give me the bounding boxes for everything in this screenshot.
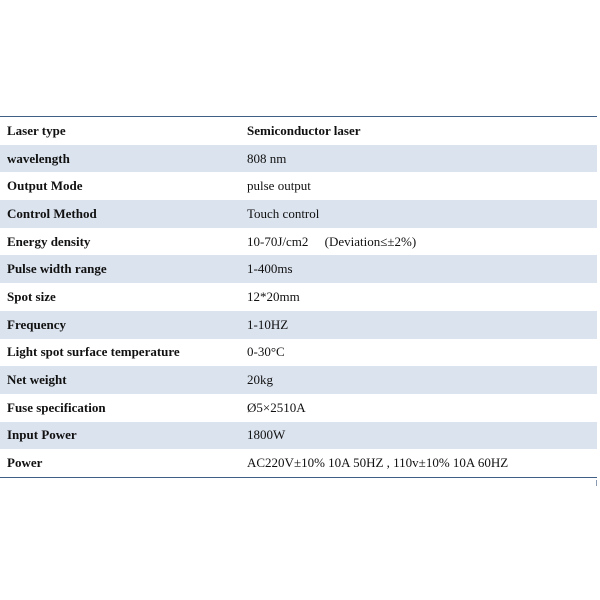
row-value: 10-70J/cm2 (Deviation≤±2%) xyxy=(247,233,417,249)
row-value: 1800W xyxy=(247,427,286,443)
row-value: 0-30°C xyxy=(247,344,285,360)
row-label: Fuse specification xyxy=(7,399,106,415)
row-value: pulse output xyxy=(247,178,311,194)
row-label: Energy density xyxy=(7,233,91,249)
row-label: Frequency xyxy=(7,316,66,332)
row-label: Light spot surface temperature xyxy=(7,344,180,360)
table-row xyxy=(0,339,597,367)
table-row xyxy=(0,366,597,394)
header-value: Semiconductor laser xyxy=(247,122,361,138)
row-value: 12*20mm xyxy=(247,288,300,304)
table-row xyxy=(0,394,597,422)
row-value: 1-10HZ xyxy=(247,316,289,332)
row-label: Output Mode xyxy=(7,178,83,194)
row-label: wavelength xyxy=(7,150,70,166)
table-row xyxy=(0,172,597,200)
row-value: Touch control xyxy=(247,205,320,221)
row-value: 20kg xyxy=(247,372,273,388)
row-value: 808 nm xyxy=(247,150,287,166)
table-row xyxy=(0,449,597,477)
header-label: Laser type xyxy=(7,122,66,138)
row-value: AC220V±10% 10A 50HZ , 110v±10% 10A 60HZ xyxy=(247,455,509,471)
row-value: 1-400ms xyxy=(247,261,293,277)
table-row xyxy=(0,228,597,256)
row-label: Control Method xyxy=(7,205,97,221)
row-label: Pulse width range xyxy=(7,261,107,277)
table-row xyxy=(0,311,597,339)
row-value: Ø5×2510A xyxy=(247,399,306,415)
row-label: Net weight xyxy=(7,372,67,388)
table-row xyxy=(0,255,597,283)
table-row xyxy=(0,283,597,311)
table-header-row xyxy=(0,117,597,145)
row-label: Input Power xyxy=(7,427,77,443)
table-row xyxy=(0,422,597,450)
edge-tick-mark xyxy=(596,480,597,486)
row-label: Power xyxy=(7,455,43,471)
row-label: Spot size xyxy=(7,288,56,304)
table-row xyxy=(0,200,597,228)
spec-table xyxy=(0,116,597,478)
table-row xyxy=(0,145,597,173)
